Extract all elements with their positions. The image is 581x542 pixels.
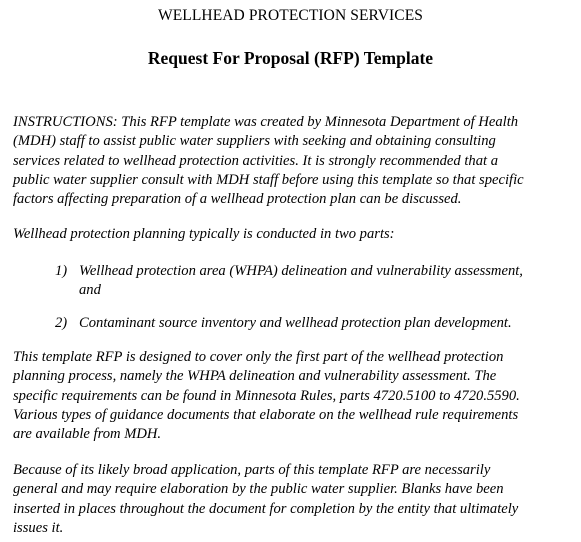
instructions-line: services related to wellhead protection activities. It is strongly recommended that a [13,152,498,169]
application-line: general and may require elaboration by the public water supplier. Blanks have been [13,481,504,498]
list-item-text [79,314,512,333]
instructions-line: public water supplier consult with MDH staff before using this template so that specific [13,171,524,188]
instructions-line: (MDH) staff to assist public water suppliers with seeking and obtaining consulting [13,133,496,150]
application-line: inserted in places throughout the document for completion by the entity that ultimately [13,500,519,517]
instructions-line: INSTRUCTIONS: This RFP template was created by Minnesota Department of Health [13,114,519,130]
list-number: 2) [55,315,68,331]
scope-line: This template RFP is designed to cover only the first part of the wellhead protection [13,349,504,365]
scope-line: planning process, namely the WHPA delineation and vulnerability assessment. The [13,368,497,385]
document-header: WELLHEAD PROTECTION SERVICES [157,7,424,24]
intro-paragraph [13,225,576,244]
scope-line: specific requirements can be found in Minnesota Rules, parts 4720.5100 to 4720.5590. [13,387,520,404]
list-item-line: Wellhead protection area (WHPA) delineation and vulnerability assessment, [79,263,523,279]
document-title: Request For Proposal (RFP) Template [147,48,434,68]
scope-paragraph [13,348,576,444]
application-paragraph [13,461,576,538]
application-line: issues it. [13,519,64,536]
instructions-paragraph [13,113,576,209]
list-item-line: and [79,282,101,299]
instructions-line: factors affecting preparation of a wellhead protection plan can be discussed. [13,191,462,208]
application-line: Because of its likely broad application, parts of this template RFP are necessarily [13,462,491,478]
scope-line: are available from MDH. [13,426,162,443]
list-item-line: Contaminant source inventory and wellhead protection plan development. [79,315,512,331]
list-number: 1) [55,263,68,279]
intro-line: Wellhead protection planning typically is conducted in two parts: [13,226,395,242]
list-item-text [79,262,523,301]
scope-line: Various types of guidance documents that elaborate on the wellhead rule requirements [13,406,519,423]
